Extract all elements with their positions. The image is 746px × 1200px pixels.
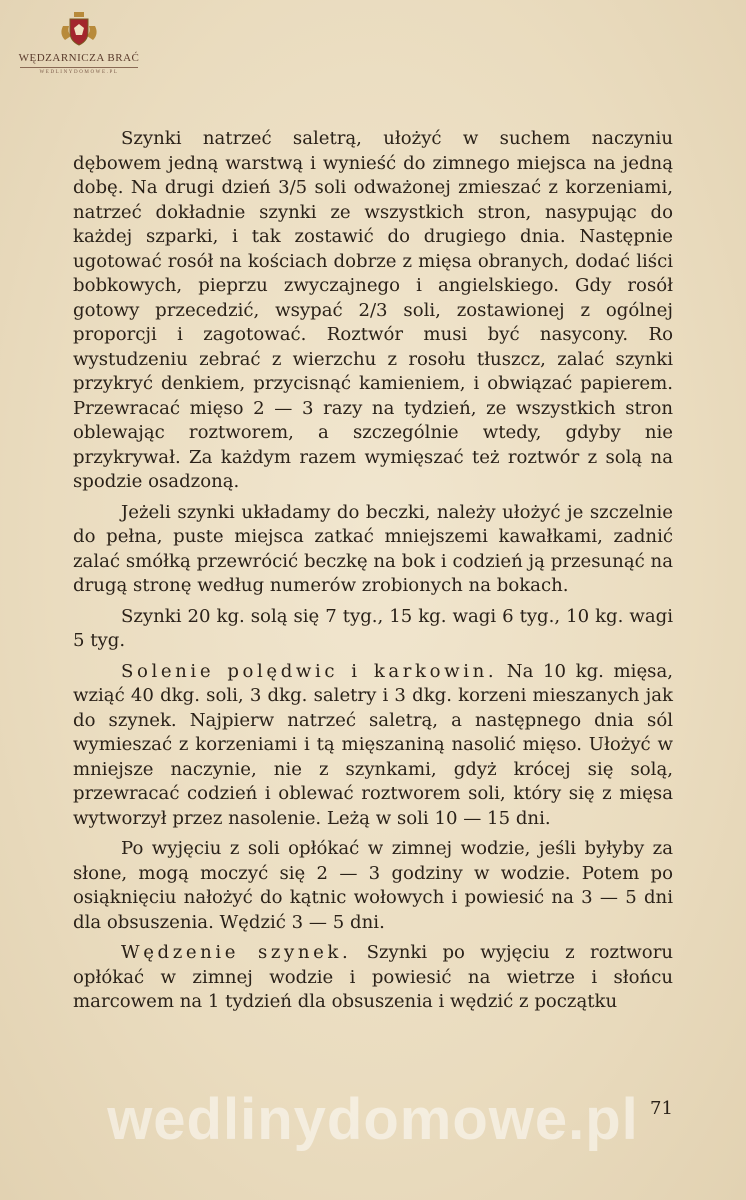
- paragraph: [73, 941, 673, 1015]
- text-run: Szynki natrzeć saletrą, ułożyć w suchem naczyniu dębowem jedną warstwą i wynieść do zimnego miejsca na jedną dobę. Na drugi dzień: [73, 128, 673, 198]
- section-heading: Solenie polędwic i karkowin.: [121, 660, 498, 682]
- logo-divider: [20, 67, 138, 68]
- text-run: Jeżeli szynki układamy do beczki, należy ułożyć je szczelnie do pełna, puste miejsca zatkać mniejszemi kawałkami, zadnić zalać smółką przewrócić beczkę na bok i codzień ją przesunąć na drugą stronę według numerów zrobionych na bokach.: [73, 501, 673, 596]
- paragraph: [73, 837, 673, 935]
- text-run: 3/5: [278, 177, 308, 198]
- text-run: Na 10 kg. mięsa, wziąć 40 dkg. soli, 3 dkg. saletry i 3 dkg. korzeni mieszanych jak do szynek. Najpierw natrzeć saletrą, a następnego dnia sól wymieszać z korzeniami i tą mięszaniną nasolić mięso. Ułożyć w mniejsze naczynie, nie z szynkami, gdyż krócej się solą, przewracać codzień i oblewać roztworem soli, który się z mięsa wytworzył przez nasolenie. Leżą w soli 10 — 15 dni.: [73, 660, 673, 829]
- logo-name: WĘDZARNICZA BRAĆ: [18, 52, 140, 64]
- body-text: [73, 127, 673, 1015]
- coat-of-arms-icon: [59, 10, 99, 48]
- logo-subtitle: WEDLINYDOMOWE.PL: [39, 70, 119, 75]
- text-run: Szynki 20 kg. solą się 7 tyg., 15 kg. wagi 6 tyg., 10 kg. wagi 5 tyg.: [73, 605, 673, 651]
- section-heading: Wędzenie szynek.: [121, 942, 352, 963]
- page-number: 71: [650, 1098, 673, 1119]
- text-run: soli, zostawionej z ogólnej proporcji i zagotować. Roztwór musi być nasycony. Ro wystudzeniu zebrać z wierzchu z rosołu tłuszcz, zalać szynki przykryć denkiem, przycisnąć kamieniem, i obwiązać papierem. Przewracać mięso 2 — 3 razy na tydzień, ze wszystkich stron oblewając roztworem, a szczególnie wtedy, gdyby nie przykrywał. Za każdym razem wymięszać też roztwór z solą na spodzie osadzoną.: [73, 299, 673, 492]
- text-run: 2/3: [358, 299, 388, 321]
- text-run: Po wyjęciu z soli opłókać w zimnej wodzie, jeśli byłyby za słone, mogą moczyć się 2 — 3 godziny w wodzie. Potem po osiąknięciu nałożyć do kątnic wołowych i powiesić na 3 — 5 dni dla obsuszenia. Wędzić 3 — 5 dni.: [73, 838, 673, 933]
- text-run: soli odważonej zmieszać z korzeniami, natrzeć dokładnie szynki ze wszystkich stron, nasypując do każdej szparki, i tak zostawić do drugiego dnia. Następnie ugotować rosół na kościach dobrze z mięsa obranych, dodać liści bobkowych, pieprzu zwyczajnego i angielskiego. Gdy rosół gotowy przecedzić, wsypać: [73, 177, 673, 321]
- text-run: Szynki po wyjęciu z roztworu opłókać w zimnej wodzie i powiesić na wietrze i słońcu marcowem na 1 tydzień dla obsuszenia i wędzić z początku: [73, 942, 673, 1012]
- publisher-logo[interactable]: [14, 10, 144, 75]
- paragraph: [73, 605, 673, 654]
- watermark: wedlinydomowe.pl: [107, 1087, 639, 1152]
- paragraph: [73, 660, 673, 832]
- paragraph: [73, 501, 673, 599]
- paragraph: [73, 127, 673, 495]
